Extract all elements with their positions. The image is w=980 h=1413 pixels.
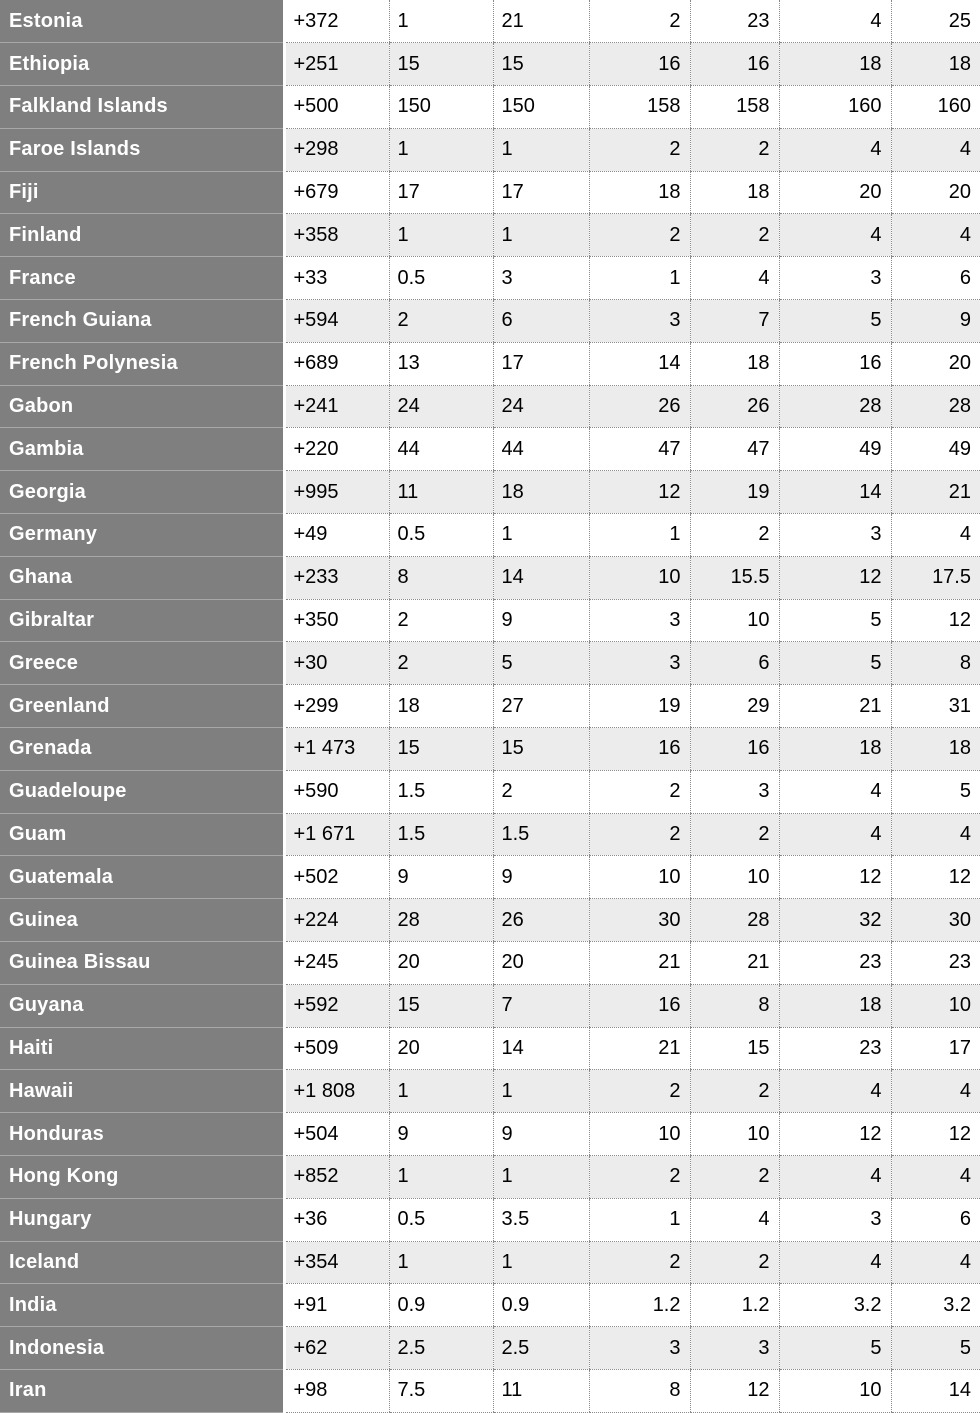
rate-cell: 3 [589, 642, 690, 685]
rate-cell: 3 [779, 514, 891, 557]
rate-cell: 4 [779, 128, 891, 171]
rate-cell: 15 [493, 43, 589, 86]
rate-cell: 18 [389, 685, 493, 728]
rate-cell: 2 [690, 1241, 779, 1284]
rate-cell: 1 [389, 1156, 493, 1199]
rate-cell: 5 [779, 642, 891, 685]
rate-cell: 9 [493, 599, 589, 642]
dialing-code-cell: +251 [284, 43, 389, 86]
dialing-code-cell: +241 [284, 385, 389, 428]
rate-cell: 1 [493, 214, 589, 257]
rate-cell: 28 [389, 899, 493, 942]
dialing-code-cell: +98 [284, 1370, 389, 1413]
dialing-code-cell: +358 [284, 214, 389, 257]
table-row [0, 342, 980, 385]
country-name-cell: Gabon [0, 385, 284, 428]
country-name-cell: Gambia [0, 428, 284, 471]
dialing-code-cell: +220 [284, 428, 389, 471]
rate-cell: 20 [389, 942, 493, 985]
rate-cell: 17 [389, 171, 493, 214]
rate-cell: 30 [589, 899, 690, 942]
rate-cell: 17.5 [891, 556, 980, 599]
rate-cell: 5 [779, 300, 891, 343]
rate-cell: 4 [891, 1241, 980, 1284]
rate-cell: 1 [493, 1070, 589, 1113]
rate-cell: 16 [589, 43, 690, 86]
rate-cell: 4 [779, 214, 891, 257]
rate-cell: 14 [891, 1370, 980, 1413]
rate-cell: 4 [690, 1198, 779, 1241]
rate-cell: 32 [779, 899, 891, 942]
rate-cell: 24 [493, 385, 589, 428]
rate-cell: 18 [493, 471, 589, 514]
rate-cell: 2 [589, 1156, 690, 1199]
rate-cell: 4 [779, 813, 891, 856]
country-name-cell: Guam [0, 813, 284, 856]
rate-cell: 20 [389, 1027, 493, 1070]
country-name-cell: Gibraltar [0, 599, 284, 642]
dialing-code-cell: +91 [284, 1284, 389, 1327]
rate-cell: 5 [493, 642, 589, 685]
table-row [0, 1198, 980, 1241]
table-row [0, 1327, 980, 1370]
dialing-code-cell: +590 [284, 770, 389, 813]
rate-cell: 21 [589, 942, 690, 985]
rate-cell: 26 [589, 385, 690, 428]
dialing-code-cell: +689 [284, 342, 389, 385]
rate-cell: 18 [891, 43, 980, 86]
rate-cell: 24 [389, 385, 493, 428]
country-name-cell: Estonia [0, 0, 284, 43]
rate-cell: 47 [690, 428, 779, 471]
rate-cell: 16 [690, 728, 779, 771]
rate-cell: 1 [493, 128, 589, 171]
rate-cell: 0.5 [389, 1198, 493, 1241]
rate-cell: 15 [389, 984, 493, 1027]
rate-cell: 4 [779, 1156, 891, 1199]
rate-cell: 17 [493, 342, 589, 385]
table-row [0, 1284, 980, 1327]
country-name-cell: Ethiopia [0, 43, 284, 86]
country-name-cell: India [0, 1284, 284, 1327]
rate-cell: 8 [690, 984, 779, 1027]
rate-cell: 6 [891, 1198, 980, 1241]
country-name-cell: Finland [0, 214, 284, 257]
rate-cell: 2 [690, 128, 779, 171]
rate-cell: 28 [779, 385, 891, 428]
rate-cell: 4 [891, 1070, 980, 1113]
rate-cell: 21 [891, 471, 980, 514]
rate-cell: 2 [589, 214, 690, 257]
rate-cell: 21 [779, 685, 891, 728]
country-name-cell: Haiti [0, 1027, 284, 1070]
rate-cell: 1.5 [389, 813, 493, 856]
rate-cell: 2 [389, 300, 493, 343]
rate-cell: 18 [779, 43, 891, 86]
country-name-cell: Greenland [0, 685, 284, 728]
rate-cell: 14 [779, 471, 891, 514]
dialing-code-cell: +299 [284, 685, 389, 728]
rate-cell: 30 [891, 899, 980, 942]
rate-cell: 12 [891, 1113, 980, 1156]
rate-cell: 5 [779, 599, 891, 642]
dialing-code-cell: +1 671 [284, 813, 389, 856]
dialing-code-cell: +33 [284, 257, 389, 300]
rate-cell: 25 [891, 0, 980, 43]
rate-cell: 160 [891, 86, 980, 129]
rate-cell: 11 [493, 1370, 589, 1413]
table-row [0, 514, 980, 557]
dialing-code-cell: +504 [284, 1113, 389, 1156]
rate-cell: 3 [493, 257, 589, 300]
rate-cell: 1.5 [493, 813, 589, 856]
country-name-cell: France [0, 257, 284, 300]
country-name-cell: Hungary [0, 1198, 284, 1241]
rate-cell: 4 [891, 214, 980, 257]
rate-cell: 1 [493, 514, 589, 557]
rate-cell: 3.5 [493, 1198, 589, 1241]
dialing-code-cell: +500 [284, 86, 389, 129]
table-row [0, 171, 980, 214]
rate-cell: 5 [891, 770, 980, 813]
rate-cell: 6 [493, 300, 589, 343]
rate-cell: 11 [389, 471, 493, 514]
rate-cell: 18 [779, 984, 891, 1027]
rate-cell: 15 [389, 728, 493, 771]
rate-cell: 158 [589, 86, 690, 129]
rate-cell: 26 [690, 385, 779, 428]
rate-cell: 20 [779, 171, 891, 214]
rate-cell: 1 [389, 1241, 493, 1284]
country-name-cell: Hawaii [0, 1070, 284, 1113]
table-row [0, 856, 980, 899]
rate-cell: 16 [589, 728, 690, 771]
country-name-cell: Guyana [0, 984, 284, 1027]
country-name-cell: Iran [0, 1370, 284, 1413]
rate-cell: 2.5 [493, 1327, 589, 1370]
rate-cell: 18 [690, 342, 779, 385]
rate-cell: 21 [493, 0, 589, 43]
table-row [0, 428, 980, 471]
country-name-cell: Falkland Islands [0, 86, 284, 129]
dialing-code-cell: +592 [284, 984, 389, 1027]
table-row [0, 0, 980, 43]
rate-cell: 21 [589, 1027, 690, 1070]
rate-cell: 1 [389, 1070, 493, 1113]
rate-cell: 20 [891, 171, 980, 214]
rate-cell: 15 [389, 43, 493, 86]
rate-cell: 5 [779, 1327, 891, 1370]
rate-cell: 3 [779, 1198, 891, 1241]
rate-cell: 3.2 [891, 1284, 980, 1327]
rate-cell: 1.2 [690, 1284, 779, 1327]
rate-cell: 15.5 [690, 556, 779, 599]
rate-cell: 1.2 [589, 1284, 690, 1327]
table-row [0, 1027, 980, 1070]
rate-cell: 49 [779, 428, 891, 471]
dialing-code-cell: +594 [284, 300, 389, 343]
rate-cell: 12 [779, 1113, 891, 1156]
rate-cell: 2 [690, 214, 779, 257]
rate-cell: 10 [589, 856, 690, 899]
rate-cell: 16 [690, 43, 779, 86]
rate-cell: 150 [493, 86, 589, 129]
country-name-cell: Hong Kong [0, 1156, 284, 1199]
rate-cell: 16 [779, 342, 891, 385]
country-name-cell: Iceland [0, 1241, 284, 1284]
rate-cell: 9 [891, 300, 980, 343]
country-name-cell: Grenada [0, 728, 284, 771]
rate-cell: 2 [589, 0, 690, 43]
table-row [0, 1070, 980, 1113]
rate-cell: 158 [690, 86, 779, 129]
rate-cell: 4 [891, 128, 980, 171]
rate-cell: 9 [389, 856, 493, 899]
rate-cell: 47 [589, 428, 690, 471]
rate-cell: 7 [690, 300, 779, 343]
rate-cell: 12 [589, 471, 690, 514]
rate-cell: 10 [589, 1113, 690, 1156]
country-name-cell: Georgia [0, 471, 284, 514]
rate-cell: 0.5 [389, 257, 493, 300]
rate-cell: 4 [779, 0, 891, 43]
rate-cell: 6 [690, 642, 779, 685]
rate-cell: 2 [493, 770, 589, 813]
dialing-code-cell: +995 [284, 471, 389, 514]
country-name-cell: Guinea Bissau [0, 942, 284, 985]
country-name-cell: Ghana [0, 556, 284, 599]
country-name-cell: Fiji [0, 171, 284, 214]
rate-cell: 26 [493, 899, 589, 942]
rate-cell: 4 [779, 1070, 891, 1113]
country-name-cell: Honduras [0, 1113, 284, 1156]
dialing-code-cell: +372 [284, 0, 389, 43]
rate-cell: 7 [493, 984, 589, 1027]
country-name-cell: Guatemala [0, 856, 284, 899]
rate-cell: 15 [493, 728, 589, 771]
rate-cell: 28 [690, 899, 779, 942]
country-name-cell: Guadeloupe [0, 770, 284, 813]
rate-cell: 1 [493, 1156, 589, 1199]
table-row [0, 1113, 980, 1156]
table-row [0, 685, 980, 728]
rate-cell: 21 [690, 942, 779, 985]
rate-cell: 8 [891, 642, 980, 685]
dialing-code-cell: +245 [284, 942, 389, 985]
rate-cell: 20 [891, 342, 980, 385]
rate-cell: 4 [779, 1241, 891, 1284]
rate-cell: 1 [589, 1198, 690, 1241]
country-name-cell: Faroe Islands [0, 128, 284, 171]
rate-cell: 2 [389, 599, 493, 642]
rate-cell: 9 [493, 856, 589, 899]
rate-cell: 3 [589, 599, 690, 642]
rate-cell: 0.9 [389, 1284, 493, 1327]
rate-cell: 10 [589, 556, 690, 599]
dialing-code-cell: +49 [284, 514, 389, 557]
rate-cell: 28 [891, 385, 980, 428]
rate-cell: 6 [891, 257, 980, 300]
rate-cell: 18 [779, 728, 891, 771]
rate-cell: 10 [891, 984, 980, 1027]
table-row [0, 128, 980, 171]
rate-cell: 150 [389, 86, 493, 129]
rate-cell: 10 [779, 1370, 891, 1413]
rate-cell: 23 [779, 942, 891, 985]
rate-cell: 15 [690, 1027, 779, 1070]
rate-cell: 14 [493, 556, 589, 599]
country-name-cell: French Polynesia [0, 342, 284, 385]
rate-cell: 12 [779, 856, 891, 899]
rate-cell: 12 [891, 599, 980, 642]
country-name-cell: French Guiana [0, 300, 284, 343]
table-row [0, 214, 980, 257]
country-name-cell: Guinea [0, 899, 284, 942]
rate-cell: 23 [779, 1027, 891, 1070]
rate-cell: 3 [779, 257, 891, 300]
rate-cell: 0.5 [389, 514, 493, 557]
rate-cell: 3 [589, 1327, 690, 1370]
country-name-cell: Germany [0, 514, 284, 557]
table-row [0, 300, 980, 343]
rate-cell: 14 [589, 342, 690, 385]
table-row [0, 1241, 980, 1284]
table-row [0, 813, 980, 856]
rate-cell: 18 [690, 171, 779, 214]
dialing-code-cell: +36 [284, 1198, 389, 1241]
rate-cell: 1.5 [389, 770, 493, 813]
table-row [0, 899, 980, 942]
table-row [0, 86, 980, 129]
rate-cell: 12 [690, 1370, 779, 1413]
dialing-code-cell: +679 [284, 171, 389, 214]
rate-cell: 49 [891, 428, 980, 471]
rate-cell: 27 [493, 685, 589, 728]
table-row [0, 556, 980, 599]
rate-cell: 1 [589, 514, 690, 557]
table-row [0, 728, 980, 771]
country-name-cell: Indonesia [0, 1327, 284, 1370]
rate-cell: 0.9 [493, 1284, 589, 1327]
rate-cell: 44 [493, 428, 589, 471]
rate-cell: 5 [891, 1327, 980, 1370]
rate-cell: 4 [690, 257, 779, 300]
rate-cell: 1 [493, 1241, 589, 1284]
dialing-code-cell: +354 [284, 1241, 389, 1284]
rate-cell: 1 [389, 214, 493, 257]
rate-cell: 13 [389, 342, 493, 385]
dialing-code-cell: +852 [284, 1156, 389, 1199]
rate-cell: 2 [589, 813, 690, 856]
rate-cell: 23 [690, 0, 779, 43]
rate-cell: 2 [589, 770, 690, 813]
rate-cell: 2.5 [389, 1327, 493, 1370]
rate-cell: 10 [690, 1113, 779, 1156]
rate-cell: 18 [589, 171, 690, 214]
rate-cell: 2 [589, 1070, 690, 1113]
rate-cell: 9 [389, 1113, 493, 1156]
dialing-code-cell: +298 [284, 128, 389, 171]
dialing-code-cell: +509 [284, 1027, 389, 1070]
rate-cell: 31 [891, 685, 980, 728]
rate-cell: 17 [493, 171, 589, 214]
table-row [0, 43, 980, 86]
rate-cell: 9 [493, 1113, 589, 1156]
table-row [0, 642, 980, 685]
rate-cell: 20 [493, 942, 589, 985]
rate-cell: 2 [589, 1241, 690, 1284]
dialing-code-cell: +502 [284, 856, 389, 899]
rate-cell: 2 [690, 1070, 779, 1113]
table-row [0, 471, 980, 514]
rate-cell: 2 [690, 514, 779, 557]
rate-cell: 23 [891, 942, 980, 985]
dialing-code-cell: +233 [284, 556, 389, 599]
dialing-code-cell: +62 [284, 1327, 389, 1370]
rate-cell: 2 [589, 128, 690, 171]
rate-cell: 2 [690, 813, 779, 856]
dialing-code-cell: +30 [284, 642, 389, 685]
table-row [0, 770, 980, 813]
table-row [0, 1156, 980, 1199]
rate-cell: 2 [389, 642, 493, 685]
rate-cell: 12 [779, 556, 891, 599]
dialing-code-cell: +224 [284, 899, 389, 942]
rate-cell: 160 [779, 86, 891, 129]
rate-cell: 3.2 [779, 1284, 891, 1327]
rate-cell: 4 [891, 813, 980, 856]
rate-cell: 4 [891, 514, 980, 557]
rate-cell: 10 [690, 856, 779, 899]
rate-cell: 2 [690, 1156, 779, 1199]
table-row [0, 599, 980, 642]
table-row [0, 942, 980, 985]
rate-cell: 19 [589, 685, 690, 728]
rate-cell: 4 [779, 770, 891, 813]
country-name-cell: Greece [0, 642, 284, 685]
table-row [0, 257, 980, 300]
dialing-code-cell: +1 473 [284, 728, 389, 771]
rate-cell: 44 [389, 428, 493, 471]
dialing-code-cell: +350 [284, 599, 389, 642]
rate-cell: 18 [891, 728, 980, 771]
rate-cell: 1 [589, 257, 690, 300]
table-row [0, 984, 980, 1027]
rate-cell: 8 [389, 556, 493, 599]
rate-cell: 17 [891, 1027, 980, 1070]
rate-cell: 1 [389, 0, 493, 43]
rate-cell: 4 [891, 1156, 980, 1199]
rate-cell: 29 [690, 685, 779, 728]
rate-cell: 19 [690, 471, 779, 514]
rate-cell: 1 [389, 128, 493, 171]
dialing-code-cell: +1 808 [284, 1070, 389, 1113]
rate-cell: 14 [493, 1027, 589, 1070]
rate-cell: 3 [690, 770, 779, 813]
rate-cell: 7.5 [389, 1370, 493, 1413]
rate-cell: 16 [589, 984, 690, 1027]
rate-cell: 12 [891, 856, 980, 899]
table-row [0, 1370, 980, 1413]
rate-cell: 8 [589, 1370, 690, 1413]
rate-cell: 3 [690, 1327, 779, 1370]
table-row [0, 385, 980, 428]
rate-cell: 3 [589, 300, 690, 343]
rate-cell: 10 [690, 599, 779, 642]
